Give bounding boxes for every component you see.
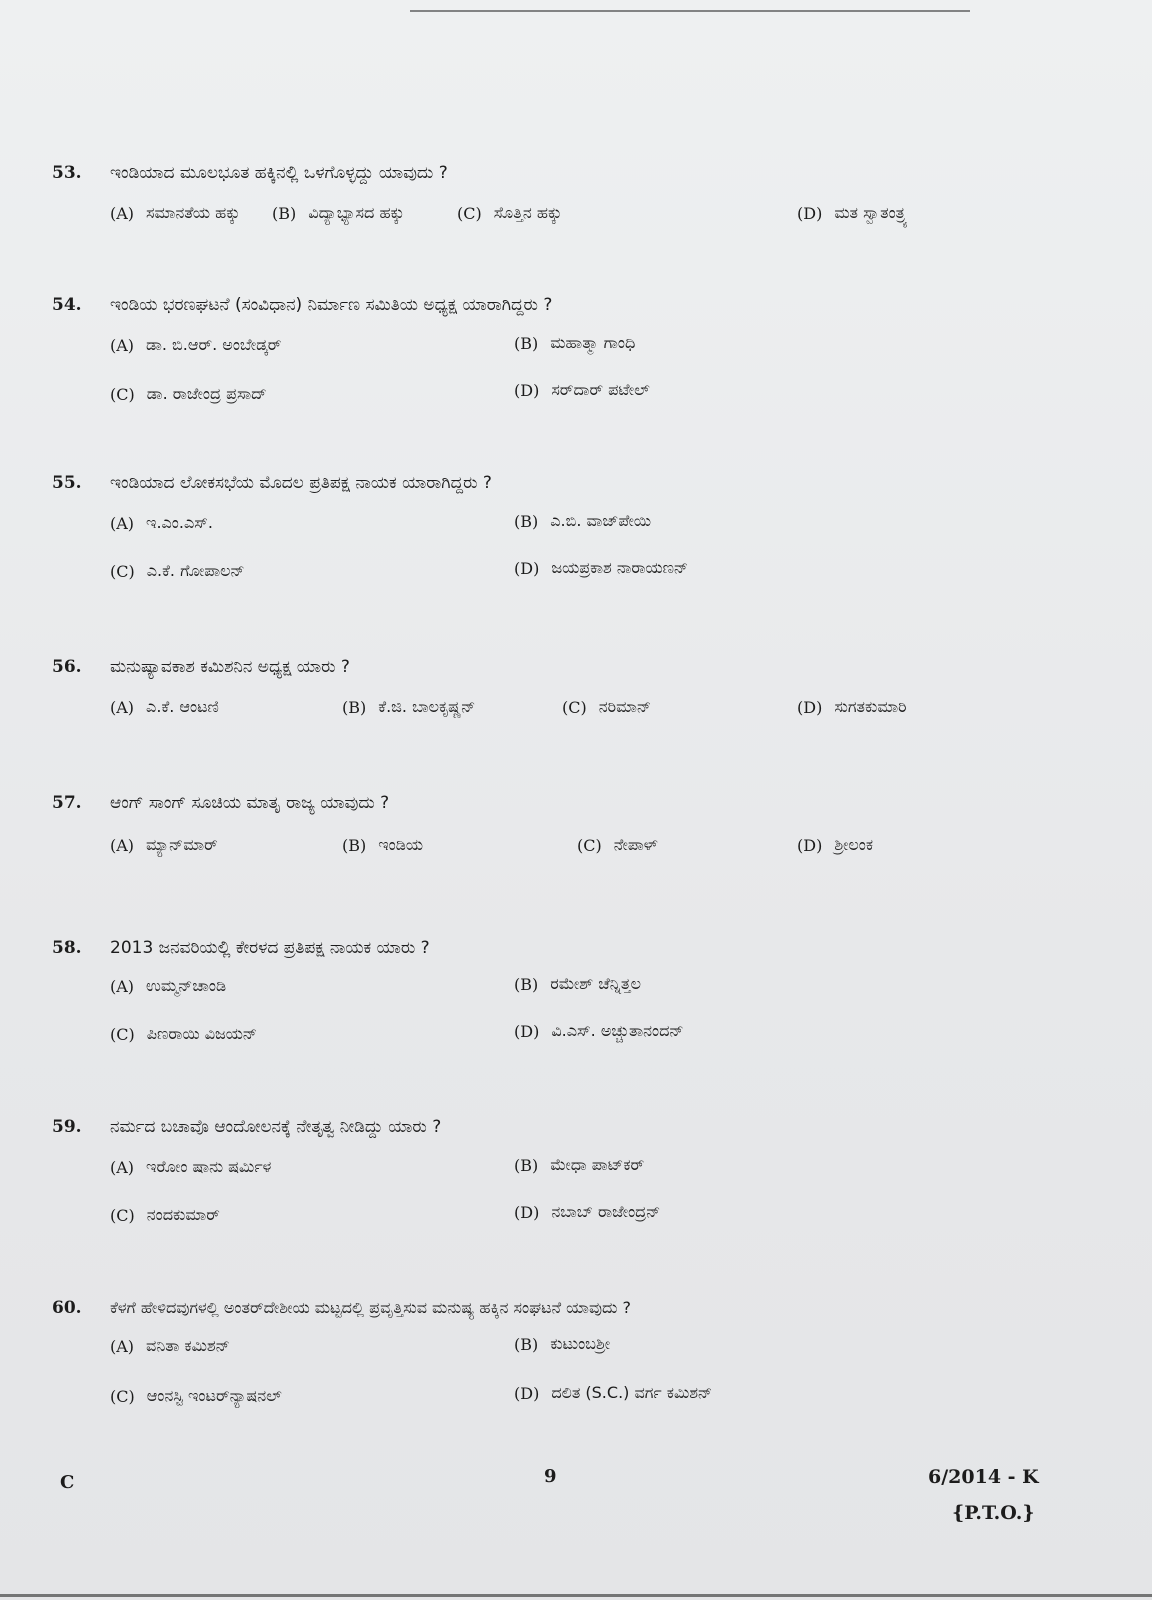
question-number: 55. [52, 473, 82, 493]
options [52, 1327, 1112, 1417]
question-55 [52, 468, 1112, 592]
option-d: (D) ಸರ್‌ದಾರ್ ಪಟೇಲ್ [514, 380, 650, 400]
options [52, 967, 1112, 1057]
options [52, 192, 1112, 232]
option-b: (B) ಕೆ.ಜಿ. ಬಾಲಕೃಷ್ಣನ್ [342, 697, 476, 717]
option-a: (A) ಡಾ. ಬಿ.ಆರ್. ಅಂಬೇಡ್ಕರ್ [110, 335, 282, 355]
question-text: ನರ್ಮದ ಬಚಾವೊ ಆಂದೋಲನಕ್ಕೆ ನೇತೃತ್ವ ನೀಡಿದ್ದು ಯಾರು ? [110, 1117, 442, 1137]
question-text: ಕೆಳಗೆ ಹೇಳಿದವುಗಳಲ್ಲಿ ಅಂತರ್‌ದೇಶೀಯ ಮಟ್ಟದಲ್ಲಿ ಪ್ರವೃತ್ತಿಸುವ ಮನುಷ್ಯ ಹಕ್ಕಿನ ಸಂಘಟನೆ ಯಾವುದು ? [110, 1298, 632, 1317]
series-code: C [60, 1472, 75, 1493]
option-d: (D) ಜಯಪ್ರಕಾಶ ನಾರಾಯಣನ್ [514, 558, 689, 578]
question-number: 57. [52, 793, 82, 813]
question-text: ಇಂಡಿಯ ಭರಣಘಟನೆ (ಸಂವಿಧಾನ) ನಿರ್ಮಾಣ ಸಮಿತಿಯ ಅಧ್ಯಕ್ಷ ಯಾರಾಗಿದ್ದರು ? [110, 295, 553, 315]
question-text: ಆಂಗ್ ಸಾಂಗ್ ಸೂಚಿಯ ಮಾತೃ ರಾಜ್ಯ ಯಾವುದು ? [110, 793, 390, 813]
question-56 [52, 652, 1112, 726]
option-d: (D) ನಬಾಬ್ ರಾಜೇಂದ್ರನ್ [514, 1202, 661, 1222]
option-b: (B) ಮೇಧಾ ಪಾಟ್‌ಕರ್ [514, 1155, 645, 1175]
option-a: (A) ಇ.ಎಂ.ಎಸ್. [110, 513, 214, 533]
option-c: (C) ನಂದಕುಮಾರ್ [110, 1205, 220, 1225]
top-edge-line [410, 10, 970, 12]
option-a: (A) ಉಮ್ಮನ್‌ಚಾಂಡಿ [110, 976, 227, 996]
option-c: (C) ನೇಪಾಳ್ [577, 835, 658, 855]
option-a: (A) ವನಿತಾ ಕಮಿಶನ್ [110, 1336, 230, 1356]
option-b: (B) ಮಹಾತ್ಮಾ ಗಾಂಧಿ [514, 333, 636, 353]
option-c: (C) ನರಿಮಾನ್ [562, 697, 652, 717]
options [52, 686, 1112, 726]
option-d: (D) ವಿ.ಎಸ್. ಅಚ್ಚುತಾನಂದನ್ [514, 1021, 684, 1041]
options [52, 324, 1112, 414]
question-text: ಇಂಡಿಯಾದ ಲೋಕಸಭೆಯ ಮೊದಲ ಪ್ರತಿಪಕ್ಷ ನಾಯಕ ಯಾರಾಗಿದ್ದರು ? [110, 473, 492, 493]
options [52, 822, 1112, 862]
question-number: 58. [52, 938, 82, 958]
question-58 [52, 933, 1112, 1057]
option-c: (C) ಪಿಣರಾಯಿ ವಿಜಯನ್ [110, 1024, 258, 1044]
option-b: (B) ಎ.ಬಿ. ವಾಜ್‌ಪೇಯಿ [514, 511, 652, 531]
question-53 [52, 158, 1112, 232]
question-number: 53. [52, 163, 82, 183]
question-text: ಇಂಡಿಯಾದ ಮೂಲಭೂತ ಹಕ್ಕಿನಲ್ಲಿ ಒಳಗೊಳ್ಳದ್ದು ಯಾವುದು ? [110, 163, 448, 183]
question-54 [52, 290, 1112, 414]
option-c: (C) ಆಂನಸ್ಟಿ ಇಂಟರ್‌ನ್ಯಾಷನಲ್ [110, 1386, 282, 1406]
question-text: 2013 ಜನವರಿಯಲ್ಲಿ ಕೇರಳದ ಪ್ರತಿಪಕ್ಷ ನಾಯಕ ಯಾರು ? [110, 938, 430, 958]
question-number: 59. [52, 1117, 82, 1137]
option-a: (A) ಇರೋಂ ಷಾನು ಷರ್ಮಿಳ [110, 1157, 272, 1177]
option-c: (C) ಎ.ಕೆ. ಗೋಪಾಲನ್ [110, 561, 245, 581]
question-text: ಮನುಷ್ಯಾವಕಾಶ ಕಮಿಶನಿನ ಅಧ್ಯಕ್ಷ ಯಾರು ? [110, 657, 350, 677]
option-b: (B) ವಿದ್ಯಾಭ್ಯಾಸದ ಹಕ್ಕು [272, 203, 405, 223]
question-number: 56. [52, 657, 82, 677]
page-number: 9 [544, 1466, 557, 1487]
option-a: (A) ಎ.ಕೆ. ಆಂಟಣಿ [110, 697, 219, 717]
option-c: (C) ಸೊತ್ತಿನ ಹಕ್ಕು [457, 203, 562, 223]
question-59 [52, 1112, 1112, 1236]
please-turn-over: {P.T.O.} [952, 1502, 1035, 1524]
option-d: (D) ಸುಗತಕುಮಾರಿ [797, 697, 907, 717]
bottom-edge-line [0, 1594, 1152, 1597]
option-d: (D) ದಲಿತ (S.C.) ವರ್ಗ ಕಮಿಶನ್ [514, 1383, 713, 1403]
option-a: (A) ಸಮಾನತೆಯ ಹಕ್ಕು [110, 203, 241, 223]
option-c: (C) ಡಾ. ರಾಜೇಂದ್ರ ಪ್ರಸಾದ್ [110, 384, 267, 404]
option-b: (B) ಕುಟುಂಬಶ್ರೀ [514, 1334, 611, 1354]
question-60 [52, 1293, 1112, 1417]
options [52, 1146, 1112, 1236]
option-d: (D) ಮತ ಸ್ವಾತಂತ್ರ್ಯ [797, 203, 908, 223]
options [52, 502, 1112, 592]
question-57 [52, 788, 1112, 862]
option-a: (A) ಮ್ಯಾನ್‌ಮಾರ್ [110, 835, 218, 855]
question-number: 60. [52, 1298, 82, 1318]
option-d: (D) ಶ್ರೀಲಂಕ [797, 835, 874, 855]
option-b: (B) ಇಂಡಿಯ [342, 835, 423, 855]
question-number: 54. [52, 295, 82, 315]
question-paper-code: 6/2014 - K [928, 1466, 1039, 1488]
option-b: (B) ರಮೇಶ್ ಚೆನ್ನಿತ್ತಲ [514, 974, 642, 994]
